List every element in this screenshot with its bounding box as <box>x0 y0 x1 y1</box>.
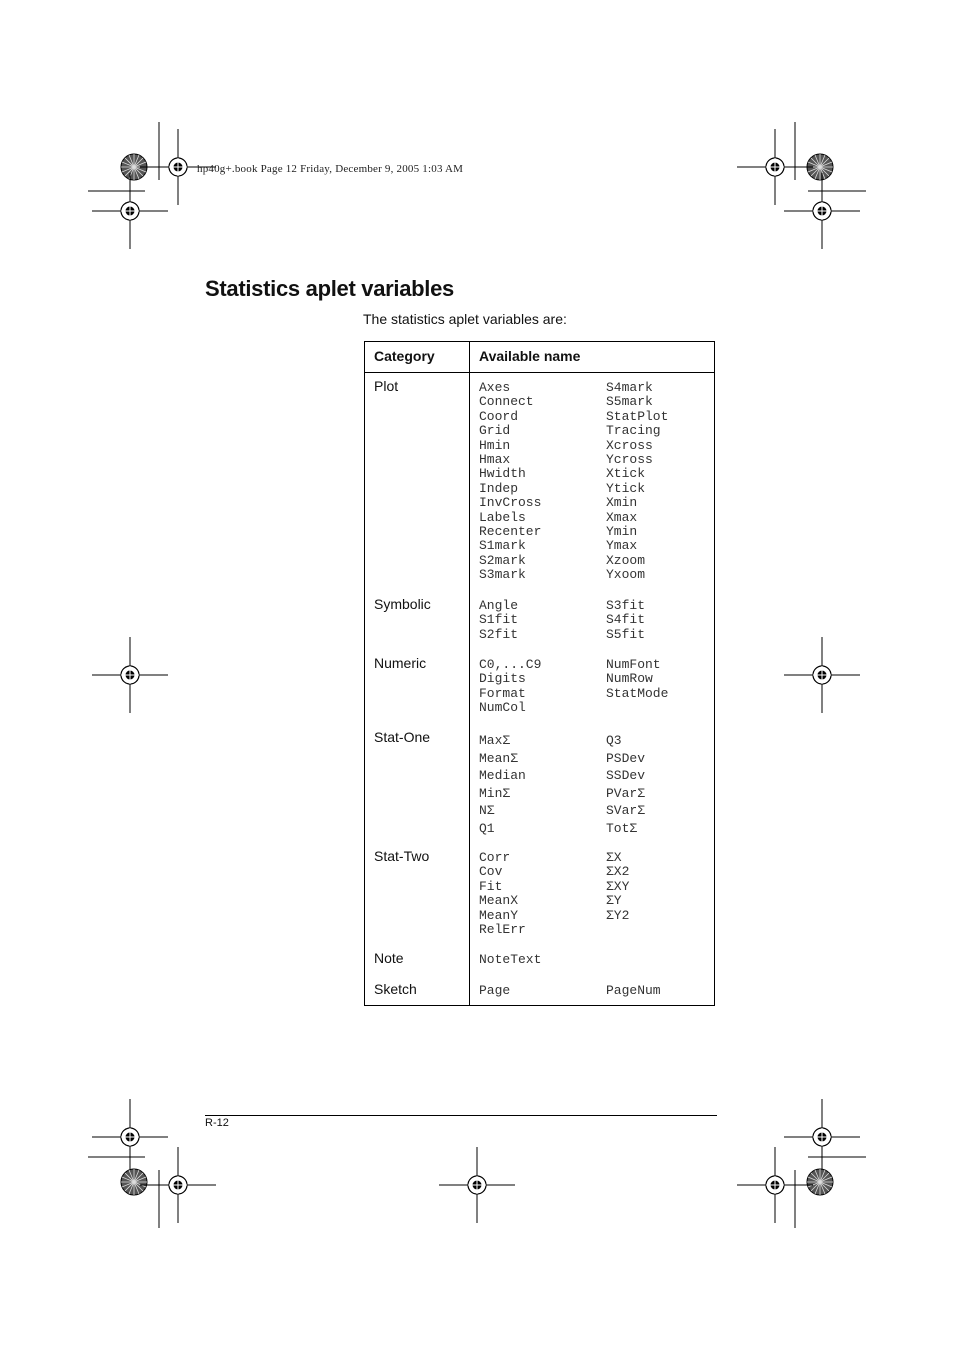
names-col2 <box>606 658 668 701</box>
variable-name: Page <box>479 983 511 998</box>
variable-name: NumCol <box>479 700 526 716</box>
variable-name: Coord <box>479 408 519 424</box>
variable-name: Xcross <box>606 437 653 453</box>
variable-name: Fit <box>479 878 503 894</box>
variable-name: S1fit <box>479 612 519 628</box>
variable-name: Xtick <box>606 466 646 482</box>
variable-name: Axes <box>479 380 511 395</box>
variable-name: Cov <box>479 864 503 880</box>
category-stat-two: Stat-Two <box>374 848 430 864</box>
print-slug: hp40g+.book Page 12 Friday, December 9, 2005 1:03 AM <box>197 163 464 175</box>
variable-name: C0,...C9 <box>479 657 542 672</box>
variable-name: MinΣ <box>479 785 511 801</box>
variable-name: StatPlot <box>606 408 669 424</box>
variable-name: TotΣ <box>606 820 638 836</box>
section-intro: The statistics aplet variables are: <box>363 311 567 327</box>
variable-name: Corr <box>479 850 511 865</box>
variable-name: Ymax <box>606 538 638 554</box>
category-sketch: Sketch <box>374 981 417 997</box>
variable-name: Recenter <box>479 524 542 540</box>
variable-name: NoteText <box>479 952 542 967</box>
names-col1 <box>479 381 541 583</box>
variable-name: S1mark <box>479 538 526 554</box>
names-col2 <box>606 851 629 923</box>
column-divider <box>469 342 470 1005</box>
names-col1 <box>479 851 526 937</box>
variable-name: Ytick <box>606 480 646 496</box>
variable-name: MaxΣ <box>479 733 511 748</box>
variable-name: S5fit <box>606 626 646 642</box>
page-number: R-12 <box>205 1117 229 1129</box>
variables-table <box>364 341 715 1006</box>
category-note: Note <box>374 950 404 966</box>
variable-name: Angle <box>479 598 519 613</box>
variable-name: Hmax <box>479 452 511 468</box>
variable-name: Ycross <box>606 452 653 468</box>
category-stat-one: Stat-One <box>374 729 431 745</box>
variable-name: Tracing <box>606 423 661 439</box>
variable-name: S2fit <box>479 626 519 642</box>
variable-name: Q1 <box>479 820 495 836</box>
variable-name: Grid <box>479 423 511 439</box>
variable-name: Xmin <box>606 495 638 511</box>
variable-name: SVarΣ <box>606 803 646 818</box>
variable-name: S4fit <box>606 612 646 628</box>
variable-name: S2mark <box>479 552 526 568</box>
header-divider <box>365 372 714 373</box>
variable-name: Hmin <box>479 437 511 453</box>
variable-name: Hwidth <box>479 466 526 482</box>
variable-name: MeanΣ <box>479 750 519 766</box>
variable-name: Indep <box>479 480 519 496</box>
variable-name: SSDev <box>606 768 646 783</box>
variable-name: MeanY <box>479 907 519 923</box>
footer-rule <box>205 1115 717 1116</box>
variable-name: ΣY <box>606 893 622 909</box>
variable-name: NumFont <box>606 657 661 672</box>
variable-name: S3mark <box>479 567 526 583</box>
variable-name: Labels <box>479 509 526 525</box>
variable-name: ΣX2 <box>606 864 630 880</box>
variable-name: Ymin <box>606 524 638 540</box>
variable-name: Connect <box>479 394 534 410</box>
variable-name: MeanX <box>479 893 519 909</box>
names-col2 <box>606 381 668 583</box>
variable-name: PageNum <box>606 983 661 998</box>
names-col2 <box>606 599 645 642</box>
variable-name: InvCross <box>479 495 542 511</box>
variable-name: Median <box>479 768 526 783</box>
section-title: Statistics aplet variables <box>205 276 454 301</box>
variable-name: NumRow <box>606 671 653 687</box>
header-category: Category <box>374 348 435 364</box>
variable-name: Yxoom <box>606 567 646 583</box>
category-numeric: Numeric <box>374 655 427 671</box>
names-col1 <box>479 984 510 998</box>
variable-name: Format <box>479 685 526 701</box>
variable-name: S4mark <box>606 380 653 395</box>
variable-name: S3fit <box>606 598 646 613</box>
names-col1 <box>479 658 541 716</box>
variable-name: Xzoom <box>606 552 646 568</box>
category-symbolic: Symbolic <box>374 596 431 612</box>
variable-name: ΣY2 <box>606 907 630 923</box>
variable-name: ΣXY <box>606 878 630 894</box>
variable-name: S5mark <box>606 394 653 410</box>
variable-name: RelErr <box>479 922 526 938</box>
names-col2 <box>606 732 645 837</box>
variable-name: NΣ <box>479 803 495 818</box>
variable-name: PVarΣ <box>606 785 646 801</box>
variable-name: Xmax <box>606 509 638 525</box>
names-col1 <box>479 732 526 837</box>
variable-name: ΣX <box>606 850 622 865</box>
variable-name: PSDev <box>606 750 646 766</box>
header-available-name: Available name <box>479 348 581 364</box>
names-col1 <box>479 953 541 967</box>
category-plot: Plot <box>374 378 399 394</box>
names-col2 <box>606 984 661 998</box>
variable-name: Digits <box>479 671 526 687</box>
variable-name: StatMode <box>606 685 669 701</box>
variable-name: Q3 <box>606 733 622 748</box>
names-col1 <box>479 599 518 642</box>
